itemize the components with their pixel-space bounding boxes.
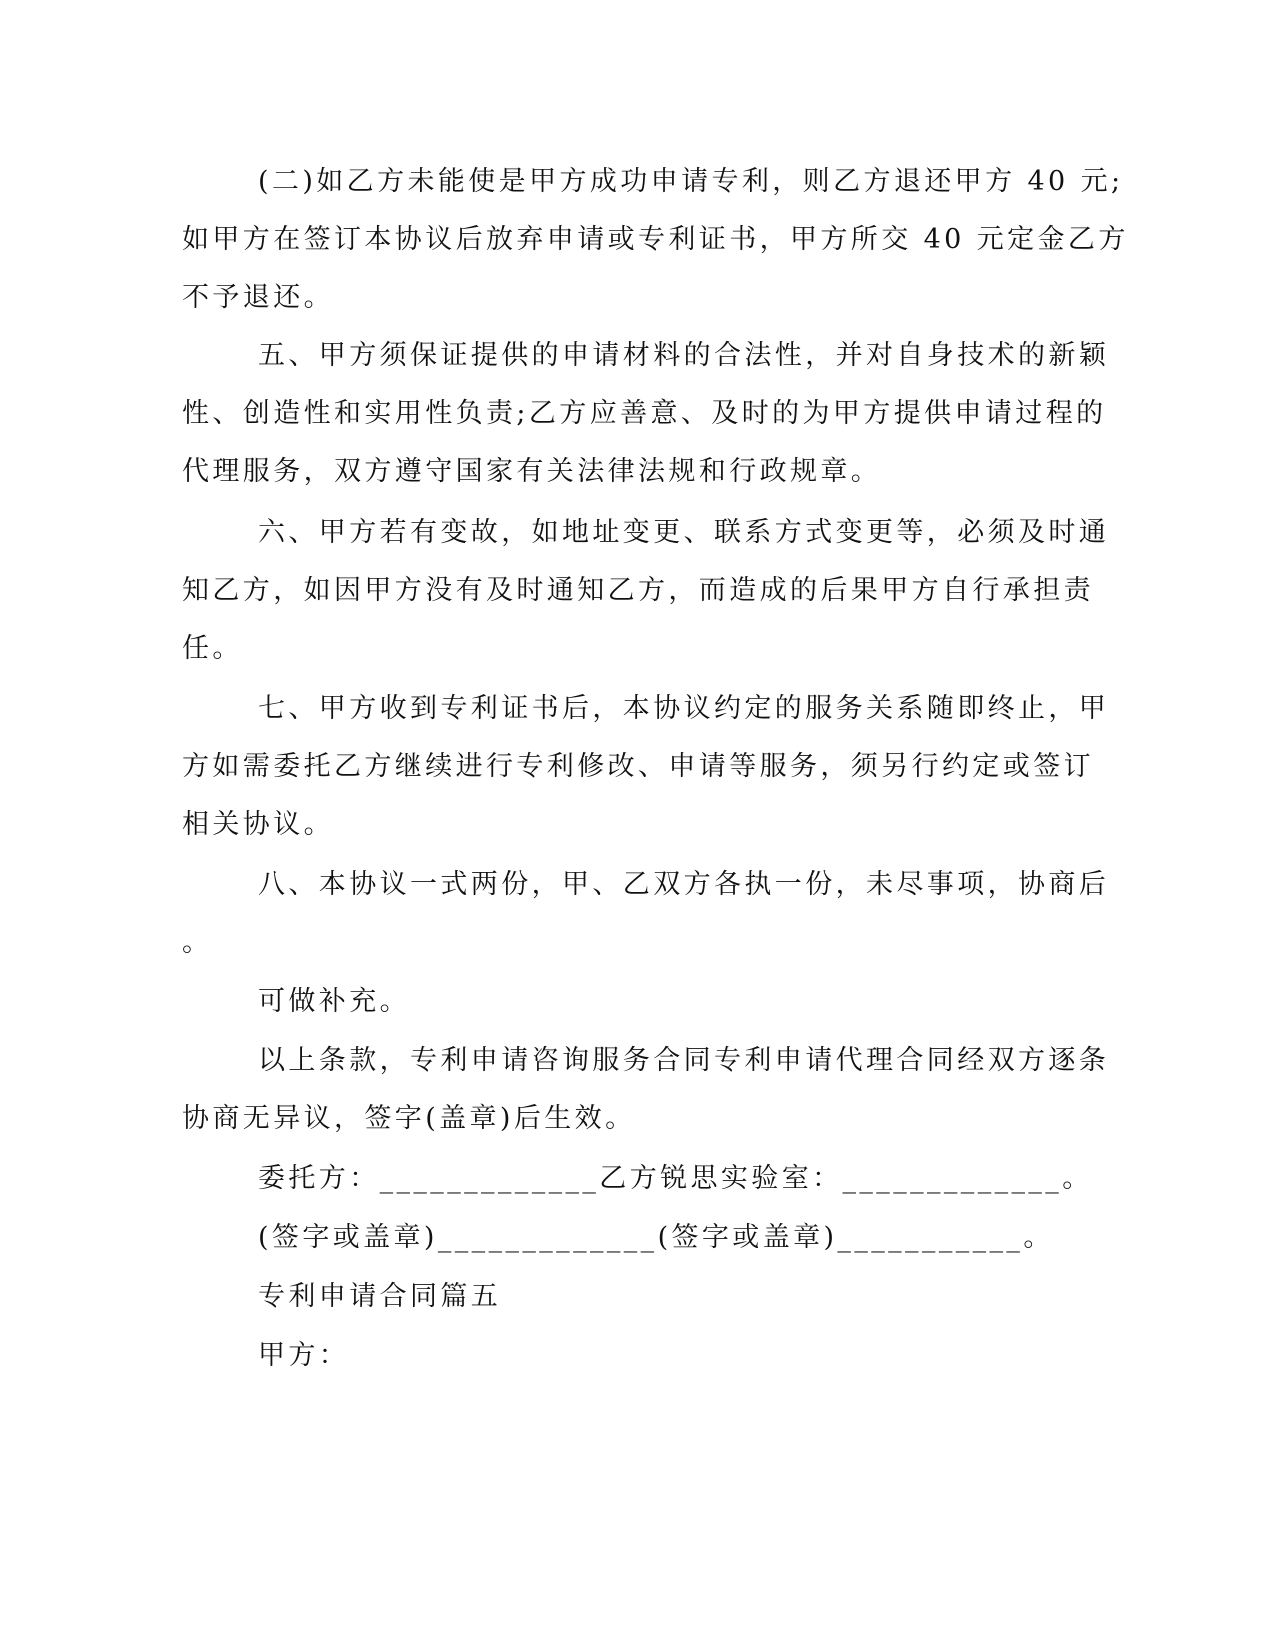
party-a-label: 甲方： <box>258 1340 350 1371</box>
text-line: 协商无异议，签字(盖章)后生效。 <box>182 1103 636 1134</box>
text-line: 知乙方，如因甲方没有及时通知乙方，而造成的后果甲方自行承担责 <box>182 575 1094 606</box>
text-line: 可做补充。 <box>258 986 410 1017</box>
text-line: 如甲方在签订本协议后放弃申请或专利证书，甲方所交 40 元定金乙方 <box>182 224 1129 255</box>
text-line: 方如需委托乙方继续进行专利修改、申请等服务，须另行约定或签订 <box>182 751 1094 782</box>
text-line: 五、甲方须保证提供的申请材料的合法性，并对自身技术的新颖 <box>258 340 1110 371</box>
text-line: 七、甲方收到专利证书后，本协议约定的服务关系随即终止，甲 <box>258 693 1110 724</box>
text-line: 代理服务，双方遵守国家有关法律法规和行政规章。 <box>182 456 882 487</box>
text-line: 。 <box>182 927 213 958</box>
text-line: 任。 <box>182 633 243 664</box>
signature-line-client: 委托方：_____________乙方锐思实验室：_____________。 <box>258 1163 1093 1194</box>
text-line: (二)如乙方未能使是甲方成功申请专利，则乙方退还甲方 40 元; <box>258 166 1124 197</box>
section-heading: 专利申请合同篇五 <box>258 1281 502 1312</box>
text-line: 相关协议。 <box>182 809 334 840</box>
text-line: 八、本协议一式两份，甲、乙双方各执一份，未尽事项，协商后 <box>258 869 1110 900</box>
text-line: 性、创造性和实用性负责;乙方应善意、及时的为甲方提供申请过程的 <box>182 398 1107 429</box>
text-line: 不予退还。 <box>182 282 334 313</box>
text-line: 以上条款，专利申请咨询服务合同专利申请代理合同经双方逐条 <box>258 1045 1110 1076</box>
text-line: 六、甲方若有变故，如地址变更、联系方式变更等，必须及时通 <box>258 517 1110 548</box>
signature-line-stamp: (签字或盖章)_____________(签字或盖章)___________。 <box>258 1222 1054 1253</box>
